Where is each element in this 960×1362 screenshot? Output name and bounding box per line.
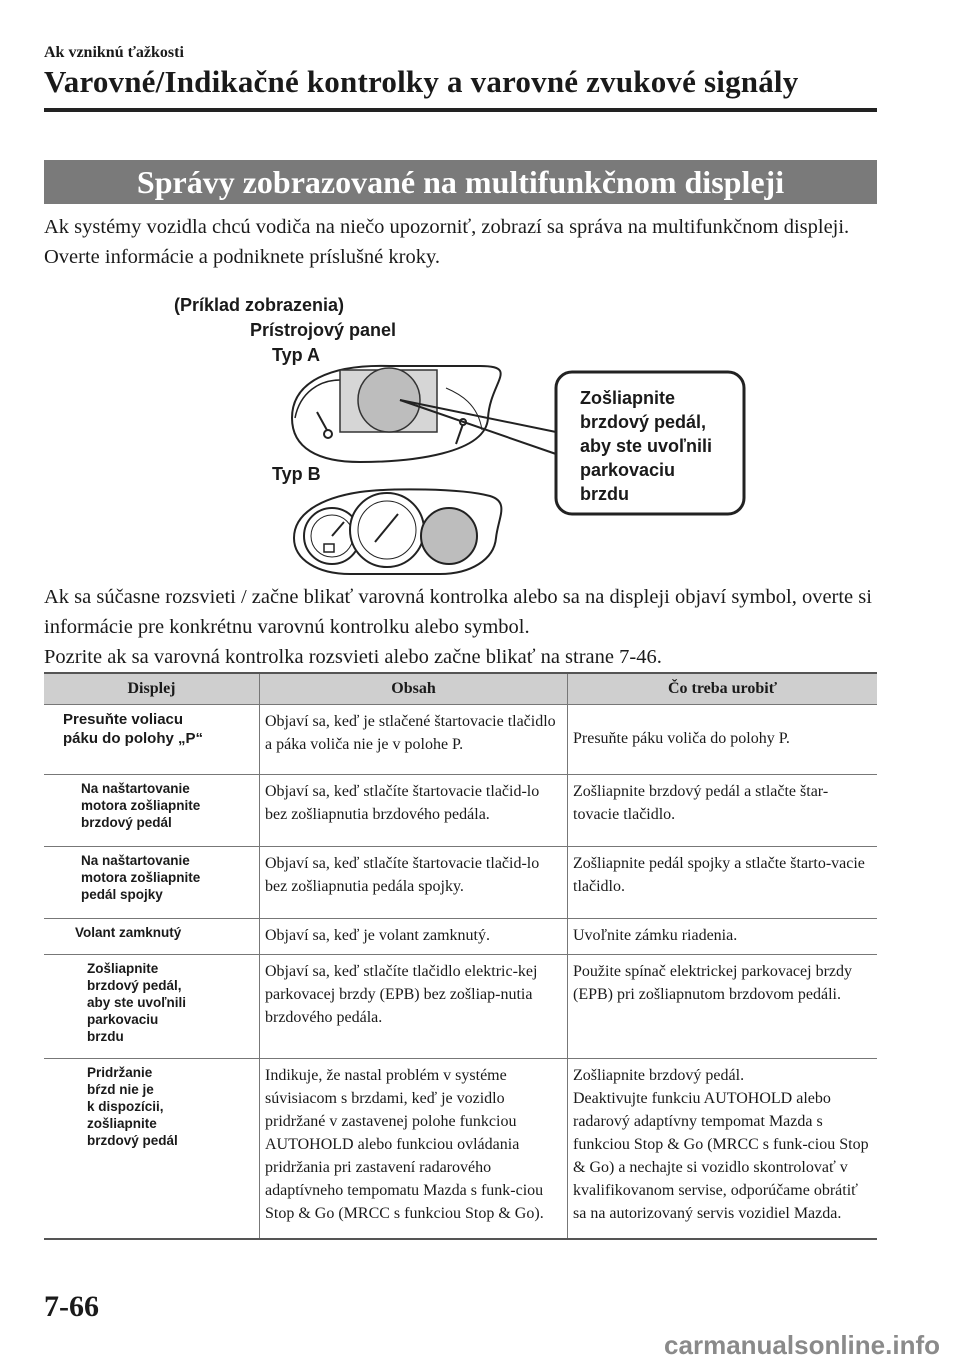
section-banner: Správy zobrazované na multifunkčnom displeji (44, 160, 877, 204)
table-row (44, 775, 877, 847)
instrument-panel-figure (160, 292, 760, 582)
after-paragraph-1: Ak sa súčasne rozsvieti / začne blikať varovná kontrolka alebo sa na displeji objaví symbol, overte si informácie pre konkrétnu varovnú kontrolku alebo symbol. (44, 586, 872, 638)
table-row (44, 955, 877, 1059)
action-cell: Použite spínač elektrickej parkovacej brzdy (EPB) pri zošliapnutom brzdovom pedáli. (568, 955, 878, 1059)
display-message: Na naštartovanie motora zošliapnite brzdový pedál (81, 781, 201, 830)
column-header-action: Čo treba urobiť (568, 673, 878, 705)
page-title: Varovné/Indikačné kontrolky a varovné zvukové signály (44, 64, 799, 99)
table-row (44, 919, 877, 955)
content-cell: Objaví sa, keď je volant zamknutý. (260, 919, 568, 955)
cluster-type-b (294, 489, 501, 574)
display-cell (44, 1059, 260, 1239)
watermark: carmanualsonline.info (664, 1330, 940, 1360)
display-message: Na naštartovanie motora zošliapnite pedál spojky (81, 853, 201, 902)
type-a-label: Typ A (272, 345, 320, 365)
table-header-row (44, 673, 877, 705)
column-header-content: Obsah (260, 673, 568, 705)
display-cell (44, 955, 260, 1059)
messages-table (44, 672, 877, 1240)
page-number: 7-66 (44, 1290, 99, 1323)
type-b-label: Typ B (272, 464, 321, 484)
content-cell: Objaví sa, keď stlačíte tlačidlo elektric-kej parkovacej brzdy (EPB) bez zošliap-nutia brzdového pedála. (260, 955, 568, 1059)
display-cell (44, 847, 260, 919)
action-cell: Zošliapnite brzdový pedál a stlačte štar-tovacie tlačidlo. (568, 775, 878, 847)
content-cell: Objaví sa, keď je stlačené štartovacie tlačidlo a páka voliča nie je v polohe P. (260, 705, 568, 775)
intro-paragraph: Ak systémy vozidla chcú vodiča na niečo upozorniť, zobrazí sa správa na multifunkčnom displeji. Overte informácie a podniknete príslušné kroky. (44, 216, 850, 268)
display-cell (44, 705, 260, 775)
column-header-display: Displej (44, 673, 260, 705)
content-cell: Objaví sa, keď stlačíte štartovacie tlačid-lo bez zošliapnutia pedála spojky. (260, 847, 568, 919)
table-row (44, 705, 877, 775)
content-cell: Objaví sa, keď stlačíte štartovacie tlačid-lo bez zošliapnutia brzdového pedála. (260, 775, 568, 847)
display-cell (44, 919, 260, 955)
figure-caption: (Príklad zobrazenia) (174, 295, 345, 315)
figure-subcaption: Prístrojový panel (250, 320, 397, 340)
table-row (44, 1059, 877, 1239)
callout-message: Zošliapnite brzdový pedál, aby ste uvoľnili parkovaciu brzdu (580, 388, 712, 504)
content-cell: Indikuje, že nastal problém v systéme súvisiacom s brzdami, keď je vozidlo pridržané v zastavenej polohe funkciou AUTOHOLD alebo funkciou ovládania pridržania pri zastavení radarového adaptívneho tempomatu Mazda s funk-ciou Stop & Go (MRCC s funkciou Stop & Go). (260, 1059, 568, 1239)
after-figure-text (44, 582, 894, 672)
display-message: Presuňte voliacu páku do polohy „P“ (63, 711, 204, 747)
after-paragraph-2: Pozrite ak sa varovná kontrolka rozsvieti alebo začne blikať na strane 7-46. (44, 646, 662, 668)
action-cell: Zošliapnite brzdový pedál. Deaktivujte funkciu AUTOHOLD alebo radarový adaptívny tempomat Mazda s funkciou Stop & Go (MRCC s funk-ciou Stop & Go) a nechajte si vozidlo skontrolovať v kvalifikovanom servise, odporúčame obrátiť sa na autorizovaný servis vozidiel Mazda. (568, 1059, 878, 1239)
display-message: Zošliapnite brzdový pedál, aby ste uvoľnili parkovaciu brzdu (87, 961, 186, 1044)
display-message: Volant zamknutý (75, 925, 182, 940)
table-row (44, 847, 877, 919)
chapter-label: Ak vzniknú ťažkosti (44, 44, 184, 61)
display-cell (44, 775, 260, 847)
title-rule (44, 108, 877, 112)
display-message: Pridržanie bŕzd nie je k dispozícii, zošliapnite brzdový pedál (87, 1065, 178, 1148)
action-cell: Uvoľnite zámku riadenia. (568, 919, 878, 955)
action-cell: Zošliapnite pedál spojky a stlačte štarto-vacie tlačidlo. (568, 847, 878, 919)
action-cell: Presuňte páku voliča do polohy P. (568, 705, 878, 775)
